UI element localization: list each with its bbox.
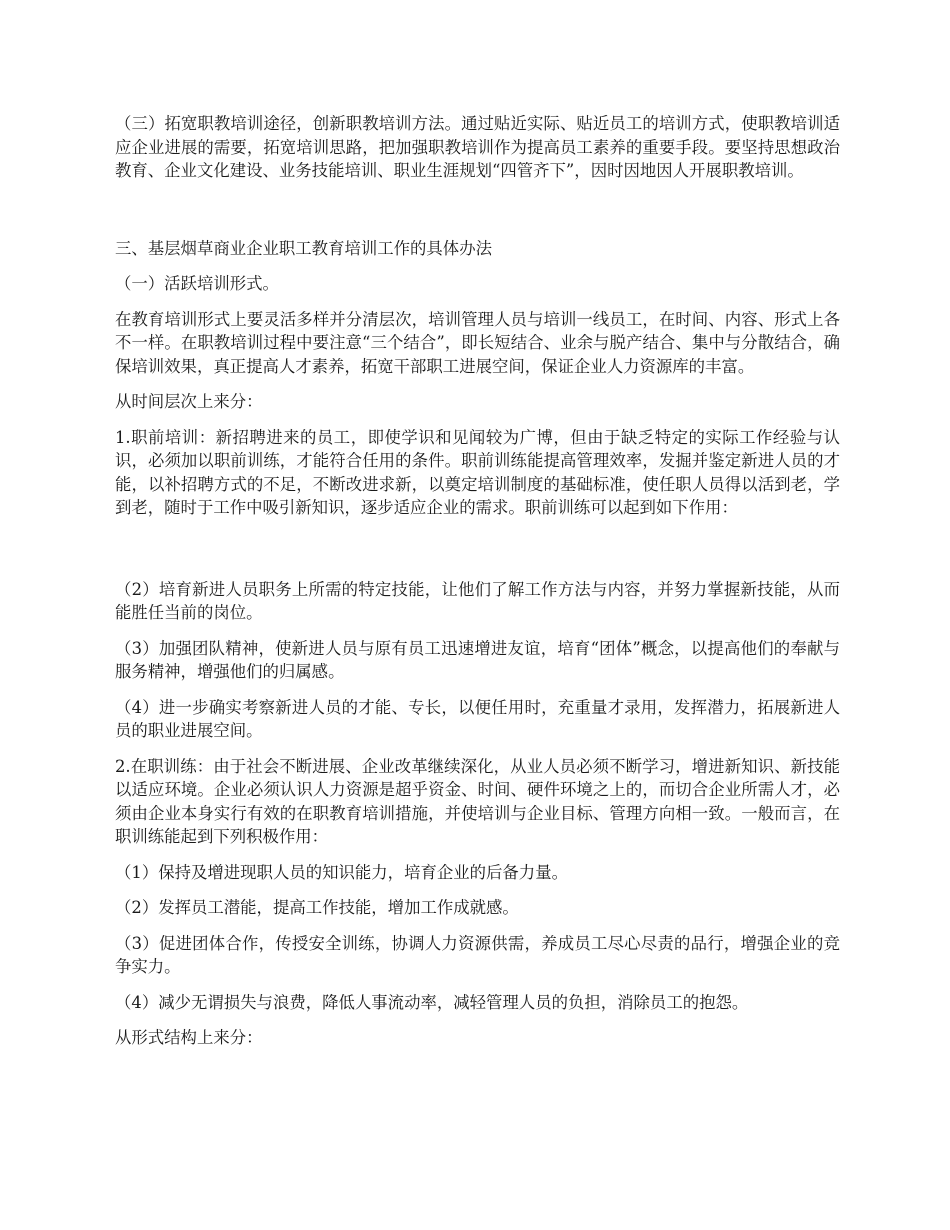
paragraph-on-job-training: 2.在职训练：由于社会不断进展、企业改革继续深化，从业人员必须不断学习，增进新知识、新技能以适应环境。企业必须认识人力资源是超乎资金、时间、硬件环境之上的，而切合企业所需人才，必须由企业本身实行有效的在职教育培训措施，并使培训与企业目标、管理方向相一致。一般而言，在职训练能起到下列积极作用： [115, 756, 840, 846]
list-item-on-1: （1）保持及增进现职人员的知识能力，培育企业的后备力量。 [115, 862, 568, 882]
list-item-pre-4: （4）进一步确实考察新进人员的才能、专长，以便任用时，充重量才录用，发挥潜力，拓展新进人员的职业进展空间。 [115, 697, 840, 740]
list-item-on-2: （2）发挥员工潜能，提高工作技能，增加工作成就感。 [115, 898, 519, 917]
paragraph-training-forms: 在教育培训形式上要灵活多样并分清层次，培训管理人员与培训一线员工，在时间、内容、形式上各不一样。在职教培训过程中要注意“三个结合”，即长短结合、业余与脱产结合、集中与分散结合，确保培训效果，真正提高人才素养，拓宽干部职工进展空间，保证企业人力资源库的丰富。 [115, 309, 840, 376]
list-item-pre-3: （3）加强团队精神，使新进人员与原有员工迅速增进友谊，培育“团体”概念，以提高他们的奉献与服务精神，增强他们的归属感。 [115, 638, 840, 681]
paragraph-pre-job-training: 1.职前培训：新招聘进来的员工，即使学识和见闻较为广博，但由于缺乏特定的实际工作经验与认识，必须加以职前训练，才能符合任用的条件。职前训练能提高管理效率，发掘并鉴定新进人员的才能，以补招聘方式的不足，不断改进求新，以奠定培训制度的基础标准，使任职人员得以活到老，学到老，随时于工作中吸引新知识，逐步适应企业的需求。职前训练可以起到如下作用： [115, 427, 840, 517]
subheading-training-forms: （一）活跃培训形式。 [115, 274, 279, 293]
list-item-on-4: （4）减少无谓损失与浪费，降低人事流动率，减轻管理人员的负担，消除员工的抱怨。 [115, 992, 749, 1012]
list-item-on-3: （3）促进团体合作，传授安全训练，协调人力资源供需，养成员工尽心尽责的品行，增强企业的竞争实力。 [115, 933, 840, 976]
paragraph-broaden-training: （三）拓宽职教培训途径，创新职教培训方法。通过贴近实际、贴近员工的培训方式，使职教培训适应企业进展的需要，拓宽培训思路，把加强职教培训作为提高员工素养的重要手段。要坚持思想政治教育、企业文化建设、业务技能培训、职业生涯规划“四管齐下”，因时因地因人开展职教培训。 [115, 114, 840, 180]
paragraph-form-structure: 从形式结构上来分： [115, 1028, 263, 1047]
section-heading-3: 三、基层烟草商业企业职工教育培训工作的具体办法 [115, 238, 492, 258]
document-page [115, 112, 840, 1050]
list-item-pre-2: （2）培育新进人员职务上所需的特定技能，让他们了解工作方法与内容，并努力掌握新技能，从而能胜任当前的岗位。 [115, 579, 840, 622]
paragraph-time-level: 从时间层次上来分： [115, 392, 263, 411]
